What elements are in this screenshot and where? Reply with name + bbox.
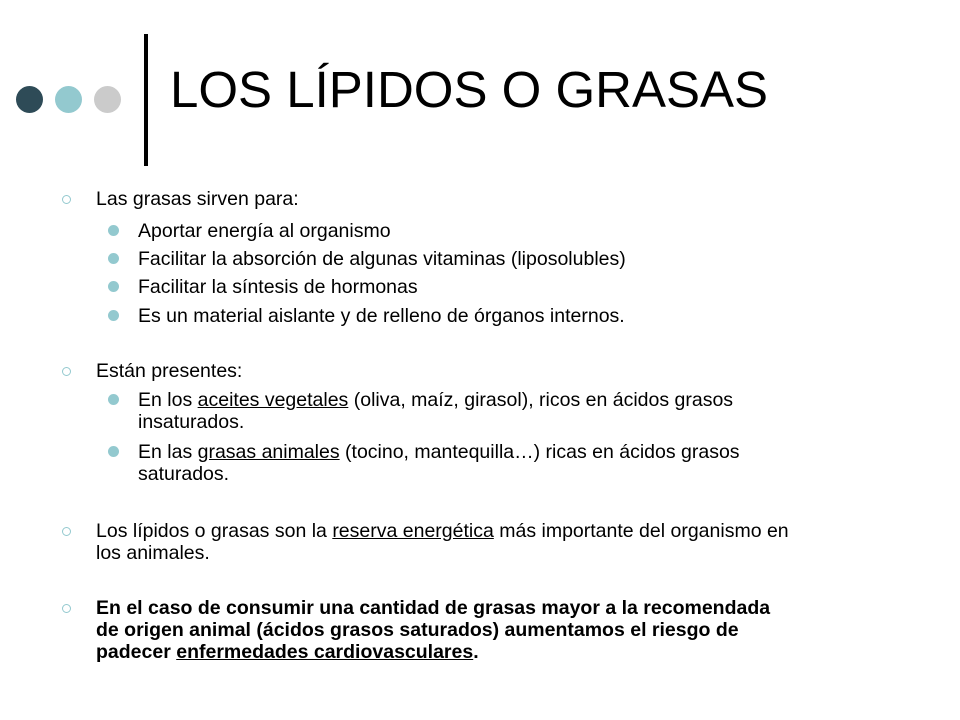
uses-item-text: Aportar energía al organismo [138, 220, 391, 242]
presence-text: saturados. [138, 463, 230, 485]
uses-heading [96, 188, 896, 210]
ring-bullet-icon [62, 527, 71, 536]
reserve-text: los animales. [96, 542, 210, 564]
uses-item [138, 220, 886, 242]
presence-item-animal [138, 441, 886, 485]
warning-text: padecer [96, 641, 177, 663]
uses-item-text: Facilitar la síntesis de hormonas [138, 276, 418, 298]
bullet-dot-icon [108, 253, 119, 264]
presence-text: En las [138, 441, 198, 463]
reserve-paragraph [96, 520, 896, 564]
uses-item [138, 248, 886, 270]
warning-text: . [473, 641, 479, 663]
uses-item [138, 305, 886, 327]
teal-dot-icon [55, 86, 82, 113]
warning-paragraph [96, 597, 896, 663]
uses-heading-text: Las grasas sirven para: [96, 188, 299, 210]
ring-bullet-icon [62, 367, 71, 376]
bullet-dot-icon [108, 310, 119, 321]
presence-heading-text: Están presentes: [96, 360, 243, 382]
bullet-dot-icon [108, 281, 119, 292]
decorative-dots [16, 86, 121, 113]
cardiovascular-diseases-term: enfermedades cardiovasculares [176, 641, 474, 663]
presence-text: (tocino, mantequilla…) ricas en ácidos grasos [339, 441, 740, 463]
presence-text: insaturados. [138, 411, 245, 433]
ring-bullet-icon [62, 604, 71, 613]
bullet-dot-icon [108, 225, 119, 236]
ring-bullet-icon [62, 195, 71, 204]
warning-text: de origen animal (ácidos grasos saturados) aumentamos el riesgo de [96, 619, 739, 641]
energy-reserve-term: reserva energética [332, 520, 494, 542]
dark-dot-icon [16, 86, 43, 113]
presence-text: (oliva, maíz, girasol), ricos en ácidos grasos [348, 389, 734, 411]
vegetable-oils-term: aceites vegetales [197, 389, 349, 411]
reserve-text: más importante del organismo en [493, 520, 789, 542]
slide-title: LOS LÍPIDOS O GRASAS [170, 61, 769, 118]
gray-dot-icon [94, 86, 121, 113]
reserve-text: Los lípidos o grasas son la [96, 520, 333, 542]
uses-item-text: Es un material aislante y de relleno de órganos internos. [138, 305, 625, 327]
bullet-dot-icon [108, 446, 119, 457]
uses-item [138, 276, 886, 298]
animal-fats-term: grasas animales [197, 441, 340, 463]
title-rule [144, 34, 148, 166]
presence-item-vegetable [138, 389, 886, 433]
presence-heading [96, 360, 896, 382]
warning-text: En el caso de consumir una cantidad de grasas mayor a la recomendada [96, 597, 771, 619]
bullet-dot-icon [108, 394, 119, 405]
uses-item-text: Facilitar la absorción de algunas vitaminas (liposolubles) [138, 248, 626, 270]
presence-text: En los [138, 389, 198, 411]
